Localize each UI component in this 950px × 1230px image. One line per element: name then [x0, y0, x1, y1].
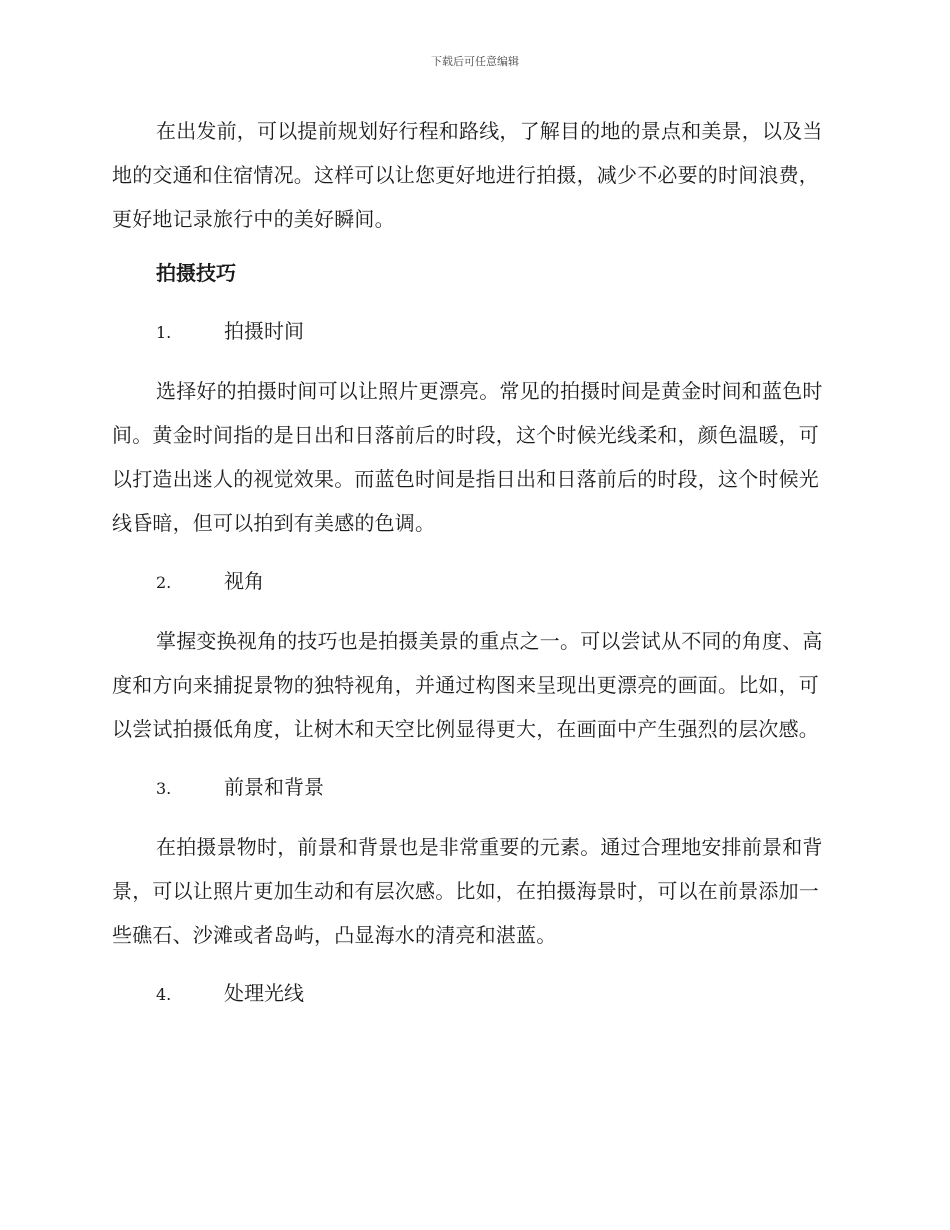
intro-paragraph: 在出发前，可以提前规划好行程和路线，了解目的地的景点和美景，以及当地的交通和住宿情况。这样可以让您更好地进行拍摄，减少不必要的时间浪费，更好地记录旅行中的美好瞬间。: [112, 119, 823, 231]
list-item: [112, 971, 830, 1017]
list-item-label: 拍摄时间: [224, 319, 304, 343]
list-item: [112, 309, 830, 355]
document-body: [112, 109, 830, 1017]
list-item-number: 3.: [156, 779, 172, 798]
list-item-label: 前景和背景: [224, 775, 324, 799]
body-paragraph: 选择好的拍摄时间可以让照片更漂亮。常见的拍摄时间是黄金时间和蓝色时间。黄金时间指的是日出和日落前后的时段，这个时候光线柔和，颜色温暖，可以打造出迷人的视觉效果。而蓝色时间是指日出和日落前后的时段，这个时候光线昏暗，但可以拍到有美感的色调。: [112, 379, 823, 535]
list-item-label: 处理光线: [224, 981, 304, 1005]
list-item-number: 1.: [156, 323, 172, 342]
body-paragraph: 在拍摄景物时，前景和背景也是非常重要的元素。通过合理地安排前景和背景，可以让照片更加生动和有层次感。比如，在拍摄海景时，可以在前景添加一些礁石、沙滩或者岛屿，凸显海水的清亮和湛蓝。: [112, 835, 823, 947]
list-item: [112, 765, 830, 811]
page-header: 下载后可任意编辑: [431, 55, 519, 68]
body-paragraph: 掌握变换视角的技巧也是拍摄美景的重点之一。可以尝试从不同的角度、高度和方向来捕捉景物的独特视角，并通过构图来呈现出更漂亮的画面。比如，可以尝试拍摄低角度，让树木和天空比例显得更大，在画面中产生强烈的层次感。: [112, 629, 823, 741]
list-item-label: 视角: [224, 569, 264, 593]
list-item-number: 4.: [156, 985, 172, 1004]
list-item: [112, 559, 830, 605]
list-item-number: 2.: [156, 573, 172, 592]
section-heading: 拍摄技巧: [156, 261, 236, 285]
